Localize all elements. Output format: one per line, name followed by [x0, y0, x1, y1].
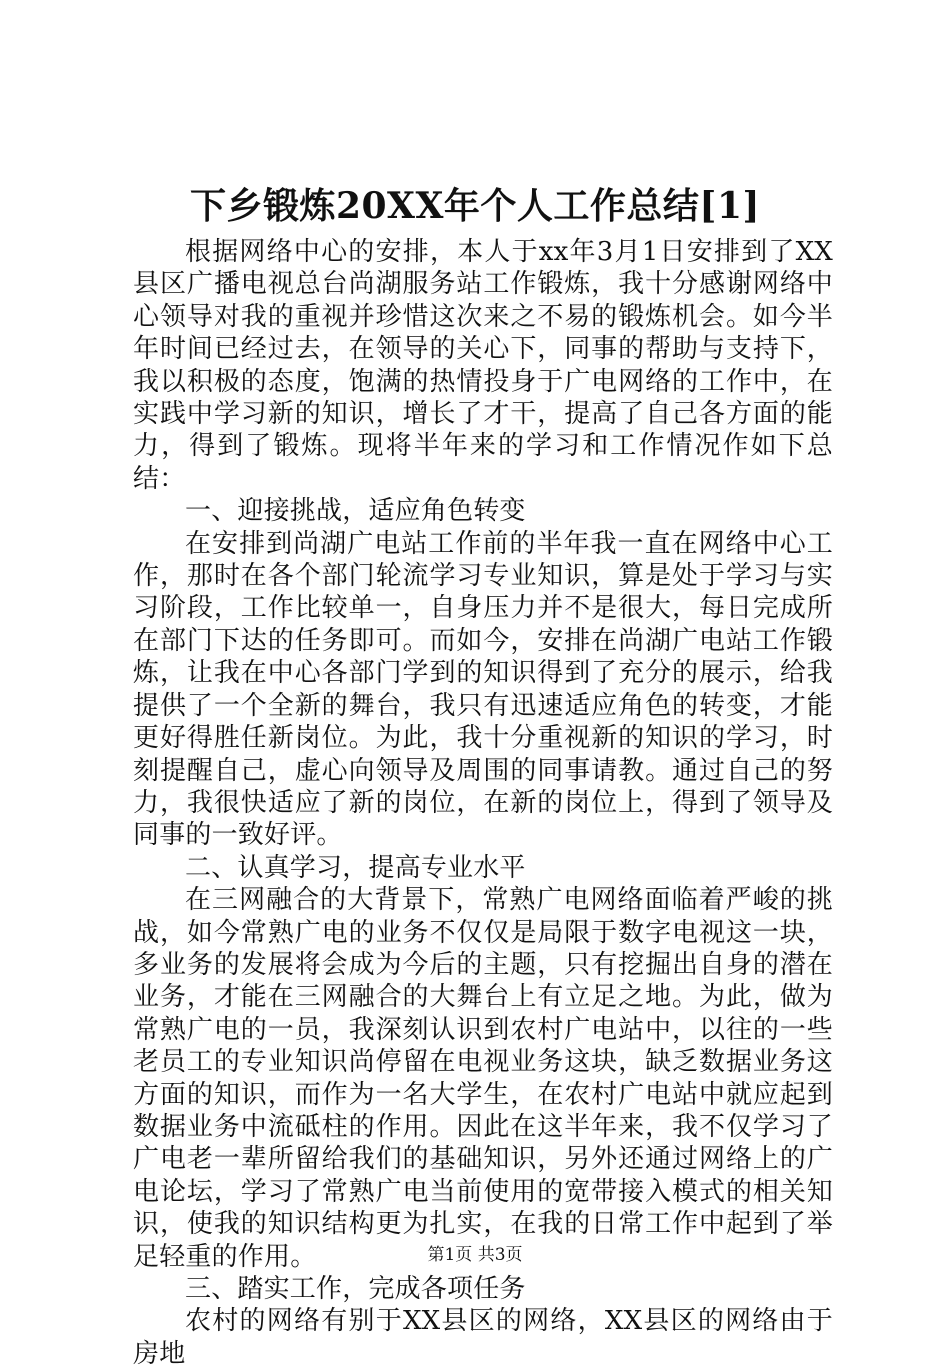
document-title: 下乡锻炼20XX年个人工作总结[1]	[189, 185, 761, 227]
section-2-paragraph: 在三网融合的大背景下，常熟广电网络面临着严峻的挑战，如今常熟广电的业务不仅仅是局限于数字电视这一块，多业务的发展将会成为今后的主题，只有挖掘出自身的潜在业务，才能在三网融合的大舞台上有立足之地。为此，做为常熟广电的一员，我深刻认识到农村广电站中，以往的一些老员工的专业知识尚停留在电视业务这块，缺乏数据业务这方面的知识，而作为一名大学生，在农村广电站中就应起到数据业务中流砥柱的作用。因此在这半年来，我不仅学习了广电老一辈所留给我们的基础知识，另外还通过网络上的广电论坛，学习了常熟广电当前使用的宽带接入模式的相关知识，使我的知识结构更为扎实，在我的日常工作中起到了举足轻重的作用。	[133, 885, 833, 1272]
section-heading-2: 二、认真学习，提高专业水平	[185, 852, 526, 883]
page-number-footer: 第1页 共3页	[427, 1245, 523, 1265]
section-3-paragraph: 农村的网络有别于XX县区的网络，XX县区的网络由于房地	[133, 1306, 833, 1369]
document-body	[133, 236, 833, 1370]
section-heading-1: 一、迎接挑战，适应角色转变	[185, 496, 526, 527]
intro-paragraph: 根据网络中心的安排，本人于xx年3月1日安排到了XX县区广播电视总台尚湖服务站工作锻炼，我十分感谢网络中心领导对我的重视并珍惜这次来之不易的锻炼机会。如今半年时间已经过去，在领导的关心下，同事的帮助与支持下，我以积极的态度，饱满的热情投身于广电网络的工作中，在实践中学习新的知识，增长了才干，提高了自己各方面的能力，得到了锻炼。现将半年来的学习和工作情况作如下总结：	[133, 237, 833, 494]
section-heading-3: 三、踏实工作，完成各项任务	[185, 1274, 526, 1304]
section-1-paragraph: 在安排到尚湖广电站工作前的半年我一直在网络中心工作，那时在各个部门轮流学习专业知识，算是处于学习与实习阶段，工作比较单一，自身压力并不是很大，每日完成所在部门下达的任务即可。而如今，安排在尚湖广电站工作锻炼，让我在中心各部门学到的知识得到了充分的展示，给我提供了一个全新的舞台，我只有迅速适应角色的转变，才能更好得胜任新岗位。为此，我十分重视新的知识的学习，时刻提醒自己，虚心向领导及周围的同事请教。通过自己的努力，我很快适应了新的岗位，在新的岗位上，得到了领导及同事的一致好评。	[133, 528, 833, 851]
